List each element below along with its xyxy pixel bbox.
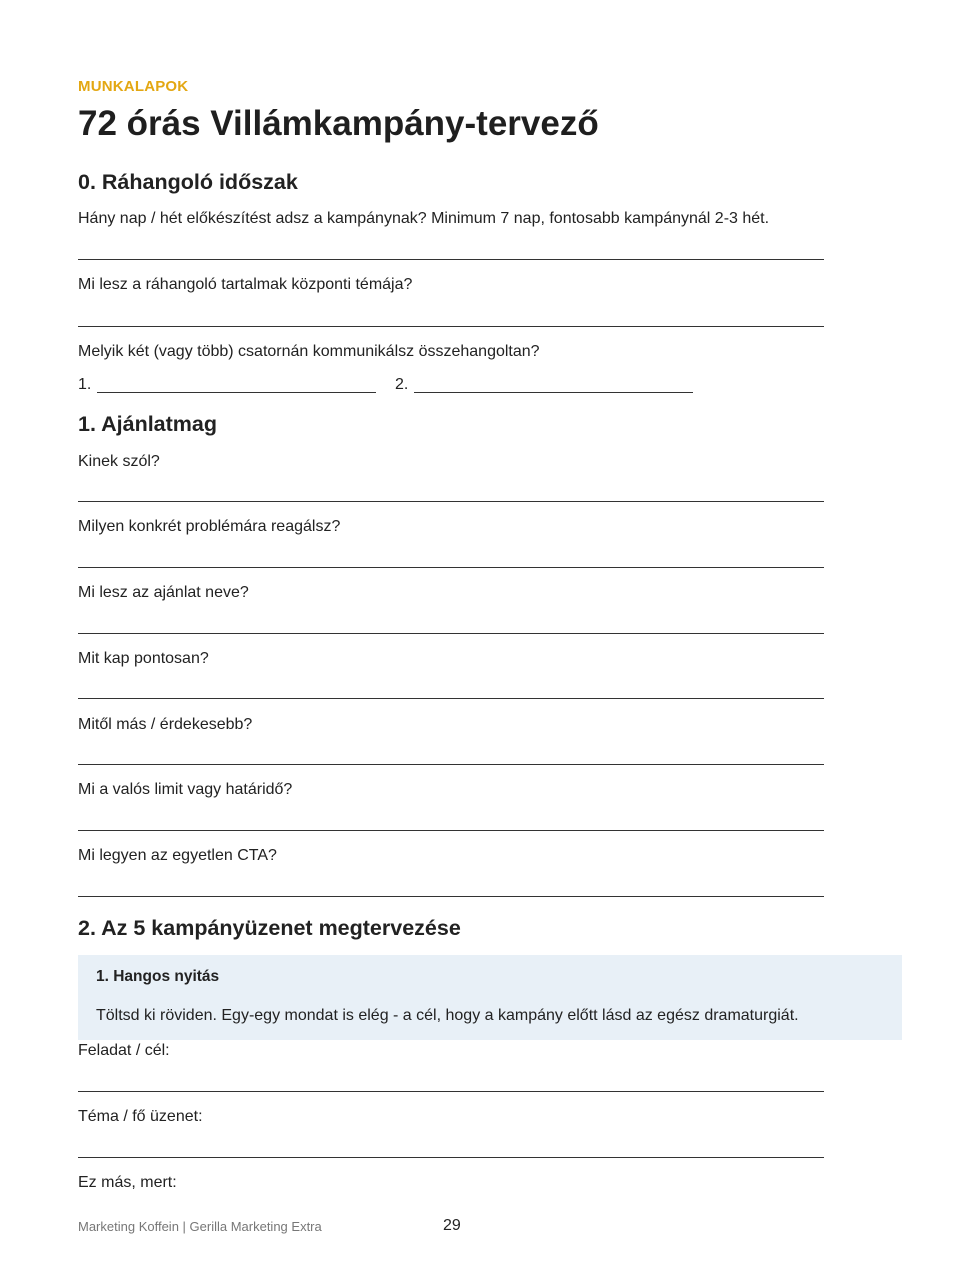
answer-line-differentiator[interactable] <box>78 764 824 765</box>
question-cta: Mi legyen az egyetlen CTA? <box>78 847 277 864</box>
answer-line-cta[interactable] <box>78 896 824 897</box>
question-what-included: Mit kap pontosan? <box>78 650 209 667</box>
question-channels: Melyik két (vagy több) csatornán kommunikálsz összehangoltan? <box>78 343 540 360</box>
section-heading-0: 0. Ráhangoló időszak <box>78 170 298 194</box>
question-teaser-theme: Mi lesz a ráhangoló tartalmak központi témája? <box>78 276 413 293</box>
answer-line-problem[interactable] <box>78 567 824 568</box>
section-heading-1: 1. Ajánlatmag <box>78 412 217 436</box>
channel-2-line[interactable] <box>414 392 693 393</box>
answer-line-main-message[interactable] <box>78 1157 824 1158</box>
section-heading-2: 2. Az 5 kampányüzenet megtervezése <box>78 916 461 940</box>
page-number: 29 <box>443 1217 461 1234</box>
answer-line-offer-name[interactable] <box>78 633 824 634</box>
question-different-because: Ez más, mert: <box>78 1174 177 1191</box>
question-differentiator: Mitől más / érdekesebb? <box>78 716 253 733</box>
question-prep-time: Hány nap / hét előkészítést adsz a kampánynak? Minimum 7 nap, fontosabb kampánynál 2-3 hét. <box>78 210 770 227</box>
answer-line-audience[interactable] <box>78 501 824 502</box>
page-title: 72 órás Villámkampány-tervező <box>78 104 599 143</box>
footer-source: Marketing Koffein | Gerilla Marketing Extra <box>78 1219 322 1234</box>
channel-2-label: 2. <box>395 376 409 393</box>
question-task-goal: Feladat / cél: <box>78 1042 170 1059</box>
answer-line-deadline[interactable] <box>78 830 824 831</box>
channel-1-line[interactable] <box>97 392 376 393</box>
question-problem: Milyen konkrét problémára reagálsz? <box>78 518 341 535</box>
question-audience: Kinek szól? <box>78 453 160 470</box>
answer-line-task-goal[interactable] <box>78 1091 824 1092</box>
answer-line-prep-time[interactable] <box>78 259 824 260</box>
question-offer-name: Mi lesz az ajánlat neve? <box>78 584 249 601</box>
question-deadline: Mi a valós limit vagy határidő? <box>78 781 293 798</box>
answer-line-what-included[interactable] <box>78 698 824 699</box>
question-main-message: Téma / fő üzenet: <box>78 1108 203 1125</box>
channel-1-label: 1. <box>78 376 92 393</box>
answer-line-teaser-theme[interactable] <box>78 326 824 327</box>
section-eyebrow: MUNKALAPOK <box>78 78 189 95</box>
message-box-title: 1. Hangos nyitás <box>96 968 220 985</box>
message-box-text: Töltsd ki röviden. Egy-egy mondat is elég - a cél, hogy a kampány előtt lásd az egész dramaturgiát. <box>96 1007 799 1024</box>
